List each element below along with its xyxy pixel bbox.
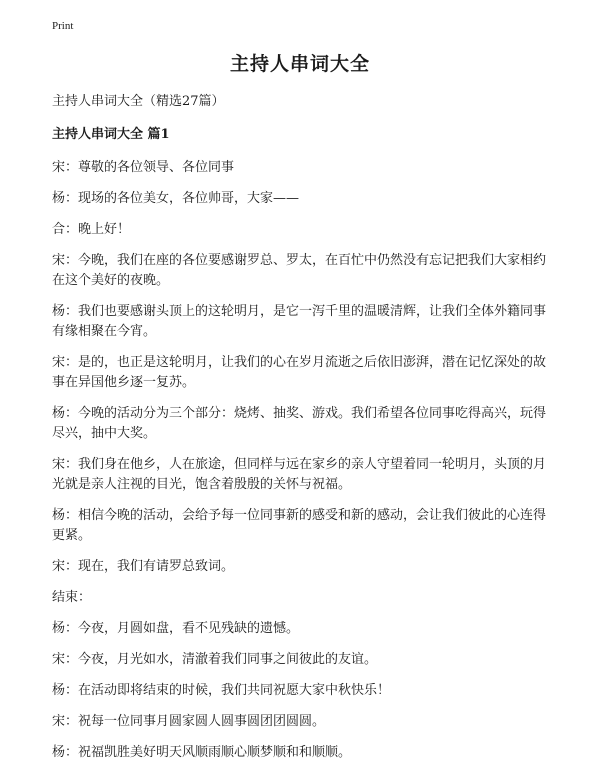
paragraph: 杨：相信今晚的活动，会给予每一位同事新的感受和新的感动，会让我们彼此的心连得更紧。 <box>52 508 547 543</box>
paragraph: 杨：祝福凯胜美好明天风顺雨顺心顺梦顺和和顺顺。 <box>52 745 352 760</box>
paragraph: 宋：尊敬的各位领导、各位同事 <box>52 160 235 175</box>
paragraph: 宋：今夜，月光如水，清澈着我们同事之间彼此的友谊。 <box>52 652 378 667</box>
paragraph: 宋：今晚，我们在座的各位要感谢罗总、罗太，在百忙中仍然没有忘记把我们大家相约在这个美好的夜晚。 <box>52 253 547 288</box>
paragraph: 合：晚上好！ <box>52 222 131 237</box>
paragraph: 杨：现场的各位美女，各位帅哥，大家—— <box>52 191 300 206</box>
page-title: 主持人串词大全 <box>229 53 370 75</box>
paragraph: 杨：今夜，月圆如盘，看不见残缺的遗憾。 <box>52 621 300 636</box>
paragraph: 宋：我们身在他乡，人在旅途，但同样与远在家乡的亲人守望着同一轮明月，头顶的月光就是亲人注视的目光，饱含着殷殷的关怀与祝福。 <box>52 457 547 492</box>
paragraph: 结束： <box>52 590 92 605</box>
paragraph: 杨：我们也要感谢头顶上的这轮明月，是它一泻千里的温暖清辉，让我们全体外籍同事有缘相聚在今宵。 <box>52 304 547 339</box>
print-label: Print <box>52 20 74 32</box>
section-heading: 主持人串词大全 篇1 <box>52 127 170 142</box>
document-subtitle: 主持人串词大全（精选27篇） <box>52 94 225 109</box>
paragraph: 杨：今晚的活动分为三个部分：烧烤、抽奖、游戏。我们希望各位同事吃得高兴，玩得尽兴，抽中大奖。 <box>52 406 547 441</box>
paragraph: 宋：现在，我们有请罗总致词。 <box>52 559 235 574</box>
paragraph: 宋：是的，也正是这轮明月，让我们的心在岁月流逝之后依旧澎湃，潜在记忆深处的故事在异国他乡逐一复苏。 <box>52 355 547 390</box>
paragraph: 杨：在活动即将结束的时候，我们共同祝愿大家中秋快乐！ <box>52 683 391 698</box>
document-body <box>52 92 552 774</box>
paragraph: 宋：祝每一位同事月圆家圆人圆事圆团团圆圆。 <box>52 714 326 729</box>
